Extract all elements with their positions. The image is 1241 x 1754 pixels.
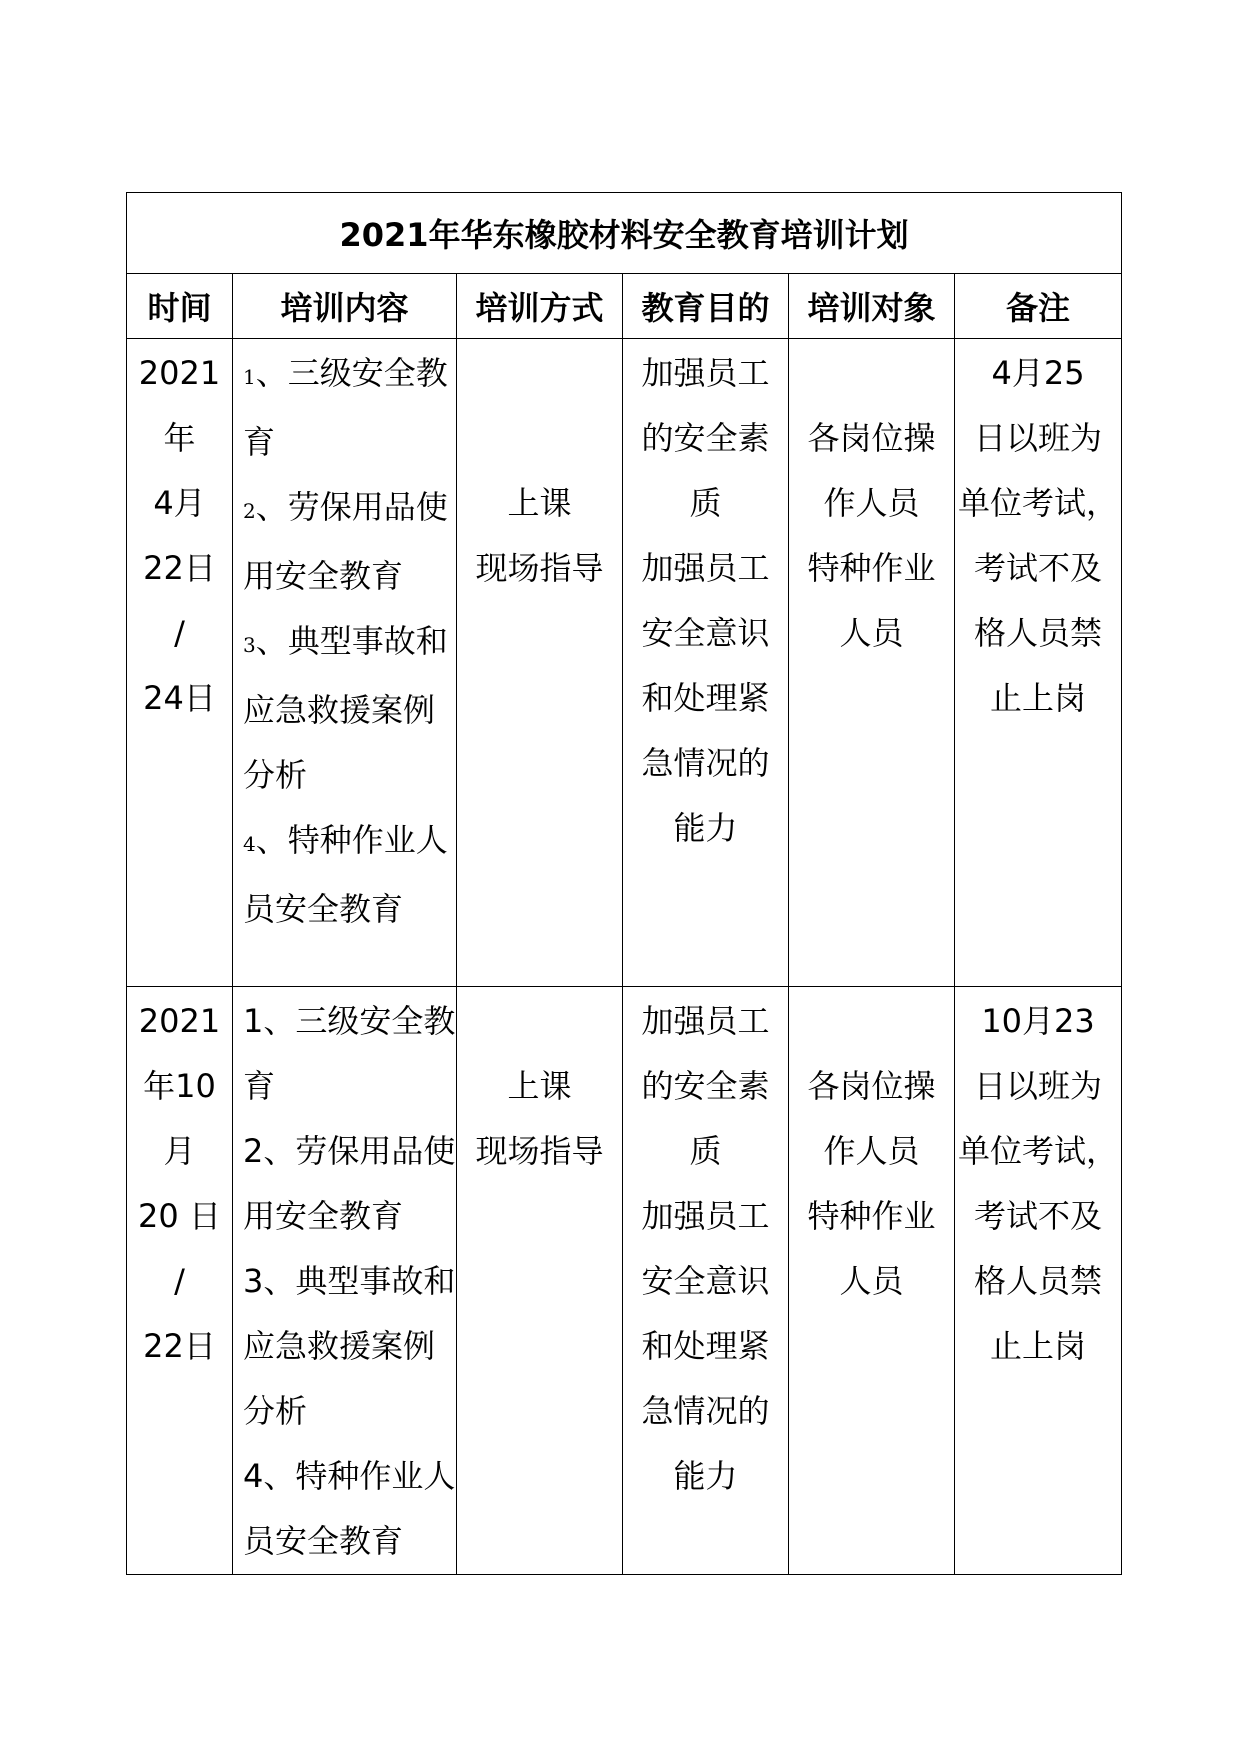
note-cell [955, 339, 1122, 987]
cell-line: 日以班为 [974, 1067, 1103, 1105]
header-method: 培训方式 [457, 274, 623, 339]
cell-line: 的安全素 [641, 1067, 770, 1105]
cell-line [233, 1379, 456, 1444]
item-text: 用安全教育 [243, 557, 404, 595]
note-cell [955, 987, 1122, 1575]
spacer-line [789, 989, 954, 1054]
content-cell [233, 987, 457, 1575]
header-time: 时间 [127, 274, 233, 339]
cell-line: 质 [689, 484, 722, 522]
cell-line: 加强员工 [641, 1002, 770, 1040]
table-row [127, 339, 1122, 987]
purpose-lines [623, 339, 788, 861]
cell-line [233, 410, 456, 475]
item-text: 、典型事故和 [255, 622, 448, 660]
cell-line: 能力 [673, 809, 738, 847]
item-text: 、劳保用品使 [255, 488, 448, 526]
cell-line: 格人员禁 [974, 614, 1103, 652]
item-text: 1、三级安全教 [243, 1002, 456, 1040]
cell-line: 止上岗 [990, 1327, 1087, 1365]
cell-line: 2021 [138, 354, 221, 392]
cell-line: 和处理紧 [641, 679, 770, 717]
cell-line: 月 [163, 1132, 196, 1170]
item-text: 分析 [243, 756, 308, 794]
cell-line: 各岗位操 [807, 1067, 936, 1105]
cell-line: 特种作业 [807, 549, 936, 587]
cell-line [233, 609, 456, 678]
method-cell [457, 339, 623, 987]
cell-line [233, 1509, 456, 1574]
table-row [127, 987, 1122, 1575]
content-cell [233, 339, 457, 987]
item-number: 1 [243, 365, 256, 389]
cell-line: 现场指导 [475, 1132, 604, 1170]
method-lines [457, 339, 622, 601]
cell-line: 24日 [143, 679, 216, 717]
cell-line: 单位考试， [958, 484, 1119, 522]
cell-line: 能力 [673, 1457, 738, 1495]
training-plan-table [126, 192, 1122, 1575]
cell-line [233, 1249, 456, 1314]
target-cell [789, 339, 955, 987]
cell-line: / [174, 1262, 185, 1300]
item-text: 2、劳保用品使 [243, 1132, 456, 1170]
purpose-lines [623, 987, 788, 1509]
cell-line: 现场指导 [475, 549, 604, 587]
cell-line: 日以班为 [974, 419, 1103, 457]
cell-line [233, 877, 456, 942]
note-lines [955, 339, 1121, 731]
cell-line: 考试不及 [974, 549, 1103, 587]
cell-line [233, 1119, 456, 1184]
cell-line: 20 日 [138, 1197, 221, 1235]
method-lines [457, 987, 622, 1184]
cell-line: 考试不及 [974, 1197, 1103, 1235]
item-text: 、特种作业人 [255, 821, 448, 859]
cell-line: 22日 [143, 549, 216, 587]
item-text: 育 [243, 423, 276, 461]
time-lines [127, 987, 232, 1379]
header-target: 培训对象 [789, 274, 955, 339]
cell-line: 止上岗 [990, 679, 1087, 717]
cell-line: 急情况的 [641, 1392, 770, 1430]
cell-line [233, 544, 456, 609]
cell-line: 安全意识 [641, 614, 770, 652]
cell-line: 特种作业 [807, 1197, 936, 1235]
cell-line: 加强员工 [641, 549, 770, 587]
cell-line [233, 1314, 456, 1379]
header-note: 备注 [955, 274, 1122, 339]
target-lines [789, 339, 954, 666]
cell-line: 加强员工 [641, 354, 770, 392]
item-number: 2 [243, 499, 256, 523]
header-content: 培训内容 [233, 274, 457, 339]
item-text: 3、典型事故和 [243, 1262, 456, 1300]
item-text: 用安全教育 [243, 1197, 404, 1235]
item-text: 应急救援案例 [243, 1327, 436, 1365]
cell-line [233, 808, 456, 877]
cell-line: 质 [689, 1132, 722, 1170]
cell-line: 年10 [143, 1067, 216, 1105]
time-lines [127, 339, 232, 731]
item-text: 员安全教育 [243, 890, 404, 928]
cell-line: 年 [163, 419, 196, 457]
cell-line: 单位考试， [958, 1132, 1119, 1170]
method-cell [457, 987, 623, 1575]
spacer-line [457, 989, 622, 1054]
item-text: 应急救援案例 [243, 691, 436, 729]
cell-line: 作人员 [823, 1132, 920, 1170]
cell-line: 作人员 [823, 484, 920, 522]
cell-line: 急情况的 [641, 744, 770, 782]
purpose-cell [623, 987, 789, 1575]
item-text: 、三级安全教 [255, 354, 448, 392]
item-text: 育 [243, 1067, 276, 1105]
note-lines [955, 987, 1121, 1379]
target-cell [789, 987, 955, 1575]
time-cell [127, 987, 233, 1575]
cell-line: 10月23 [981, 1002, 1095, 1040]
cell-line: 4月25 [991, 354, 1085, 392]
cell-line [233, 475, 456, 544]
spacer-line [457, 341, 622, 406]
item-text: 员安全教育 [243, 1522, 404, 1560]
cell-line: 上课 [507, 1067, 572, 1105]
cell-line: 加强员工 [641, 1197, 770, 1235]
spacer-line [789, 341, 954, 406]
cell-line: 人员 [839, 1262, 904, 1300]
table-title: 2021年华东橡胶材料安全教育培训计划 [127, 193, 1122, 274]
cell-line: 格人员禁 [974, 1262, 1103, 1300]
cell-line: 22日 [143, 1327, 216, 1365]
time-cell [127, 339, 233, 987]
cell-line: 2021 [138, 1002, 221, 1040]
purpose-cell [623, 339, 789, 987]
item-number: 3 [243, 633, 256, 657]
cell-line [233, 743, 456, 808]
header-purpose: 教育目的 [623, 274, 789, 339]
cell-line: 的安全素 [641, 419, 770, 457]
cell-line: / [174, 614, 185, 652]
item-number: 4 [243, 832, 256, 856]
item-text: 分析 [243, 1392, 308, 1430]
cell-line: 安全意识 [641, 1262, 770, 1300]
cell-line [233, 1184, 456, 1249]
cell-line: 上课 [507, 484, 572, 522]
cell-line [233, 989, 456, 1054]
item-text: 4、特种作业人 [243, 1457, 456, 1495]
spacer-line [457, 406, 622, 471]
cell-line [233, 341, 456, 410]
cell-line: 各岗位操 [807, 419, 936, 457]
target-lines [789, 987, 954, 1314]
content-lines [233, 339, 456, 942]
cell-line: 和处理紧 [641, 1327, 770, 1365]
cell-line: 4月 [153, 484, 206, 522]
content-lines [233, 987, 456, 1574]
cell-line [233, 1054, 456, 1119]
cell-line: 人员 [839, 614, 904, 652]
cell-line [233, 1444, 456, 1509]
cell-line [233, 678, 456, 743]
